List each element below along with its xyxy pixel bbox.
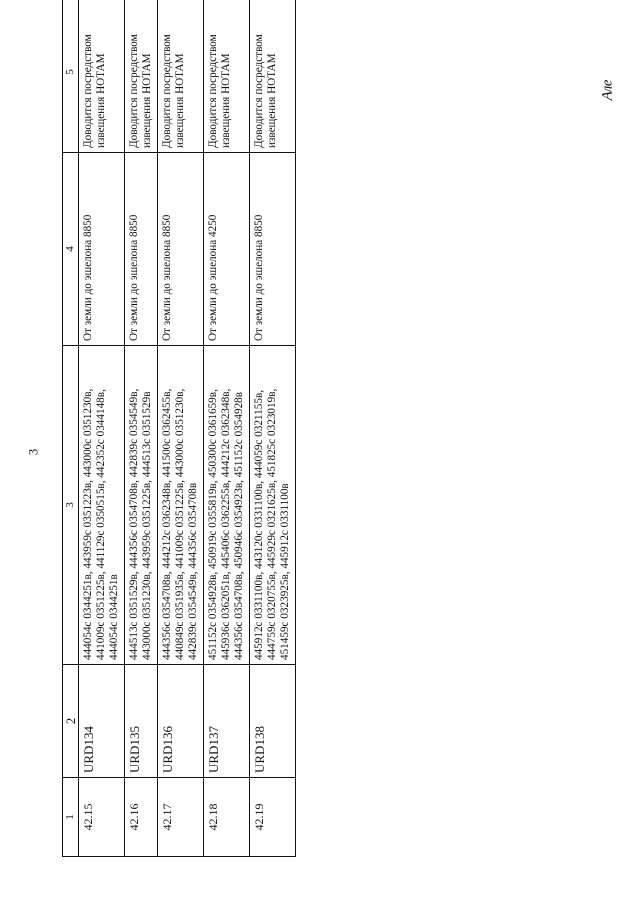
- vertical-limits: От земли до эшелона 8850: [79, 153, 125, 346]
- vertical-limits: От земли до эшелона 8850: [250, 153, 296, 346]
- header-row: [63, 0, 79, 857]
- zone-coordinates: 451152с 0354928в, 450919с 0355819в, 450300с 0361659в, 445936с 0362051в, 445406с 0362255в, 444212с 0362348в, 444356с 0354708в, 450946с 0354923в, 451152с 0354928в: [204, 346, 250, 665]
- zone-code: URD136: [158, 665, 204, 778]
- zone-code: URD138: [250, 665, 296, 778]
- row-number: 42.15: [79, 778, 125, 857]
- zone-coordinates: 444513с 0351529в, 444356с 0354708в, 442839с 0354549в, 443000с 0351230в, 443959с 0351225в, 444513с 0351529в: [125, 346, 158, 665]
- zone-coordinates: 445912с 0331100в, 443120с 0331100в, 444059с 0321155в, 444759с 0320755в, 445929с 0321625в, 451825с 0323019в, 451459с 0323925в, 445912с 0331100в: [250, 346, 296, 665]
- airspace-zones-table: [62, 0, 296, 857]
- page-number: 3: [25, 448, 41, 456]
- row-number: 42.19: [250, 778, 296, 857]
- header-cell: 2: [63, 665, 79, 778]
- row-number: 42.18: [204, 778, 250, 857]
- table-row: [158, 0, 204, 857]
- row-number: 42.16: [125, 778, 158, 857]
- activation-note: Доводится посредством извещения НОТАМ: [125, 0, 158, 153]
- vertical-limits: От земли до эшелона 8850: [158, 153, 204, 346]
- activation-note: Доводится посредством извещения НОТАМ: [204, 0, 250, 153]
- zone-code: URD134: [79, 665, 125, 778]
- handwritten-signature: Але: [599, 80, 616, 101]
- table-row: [125, 0, 158, 857]
- header-cell: 3: [63, 346, 79, 665]
- vertical-limits: От земли до эшелона 8850: [125, 153, 158, 346]
- activation-note: Доводится посредством извещения НОТАМ: [250, 0, 296, 153]
- zone-code: URD137: [204, 665, 250, 778]
- header-cell: 4: [63, 153, 79, 346]
- header-cell: 5: [63, 0, 79, 153]
- rotated-table-wrapper: [62, 34, 346, 857]
- activation-note: Доводится посредством извещения НОТАМ: [158, 0, 204, 153]
- zone-coordinates: 444054с 0344251в, 443959с 0351223в, 443000с 0351230в, 441009с 0351225в, 441129с 0350515в, 442352с 0344148в, 444054с 0344251в: [79, 346, 125, 665]
- activation-note: Доводится посредством извещения НОТАМ: [79, 0, 125, 153]
- vertical-limits: От земли до эшелона 4250: [204, 153, 250, 346]
- table-row: [79, 0, 125, 857]
- zone-coordinates: 444356с 0354708в, 444212с 0362348в, 441500с 0362455в, 440849с 0351935в, 441009с 0351225в, 443000с 0351230в, 442839с 0354549в, 444356с 0354708в: [158, 346, 204, 665]
- zone-code: URD135: [125, 665, 158, 778]
- table-row: [250, 0, 296, 857]
- header-cell: 1: [63, 778, 79, 857]
- table-row: [204, 0, 250, 857]
- row-number: 42.17: [158, 778, 204, 857]
